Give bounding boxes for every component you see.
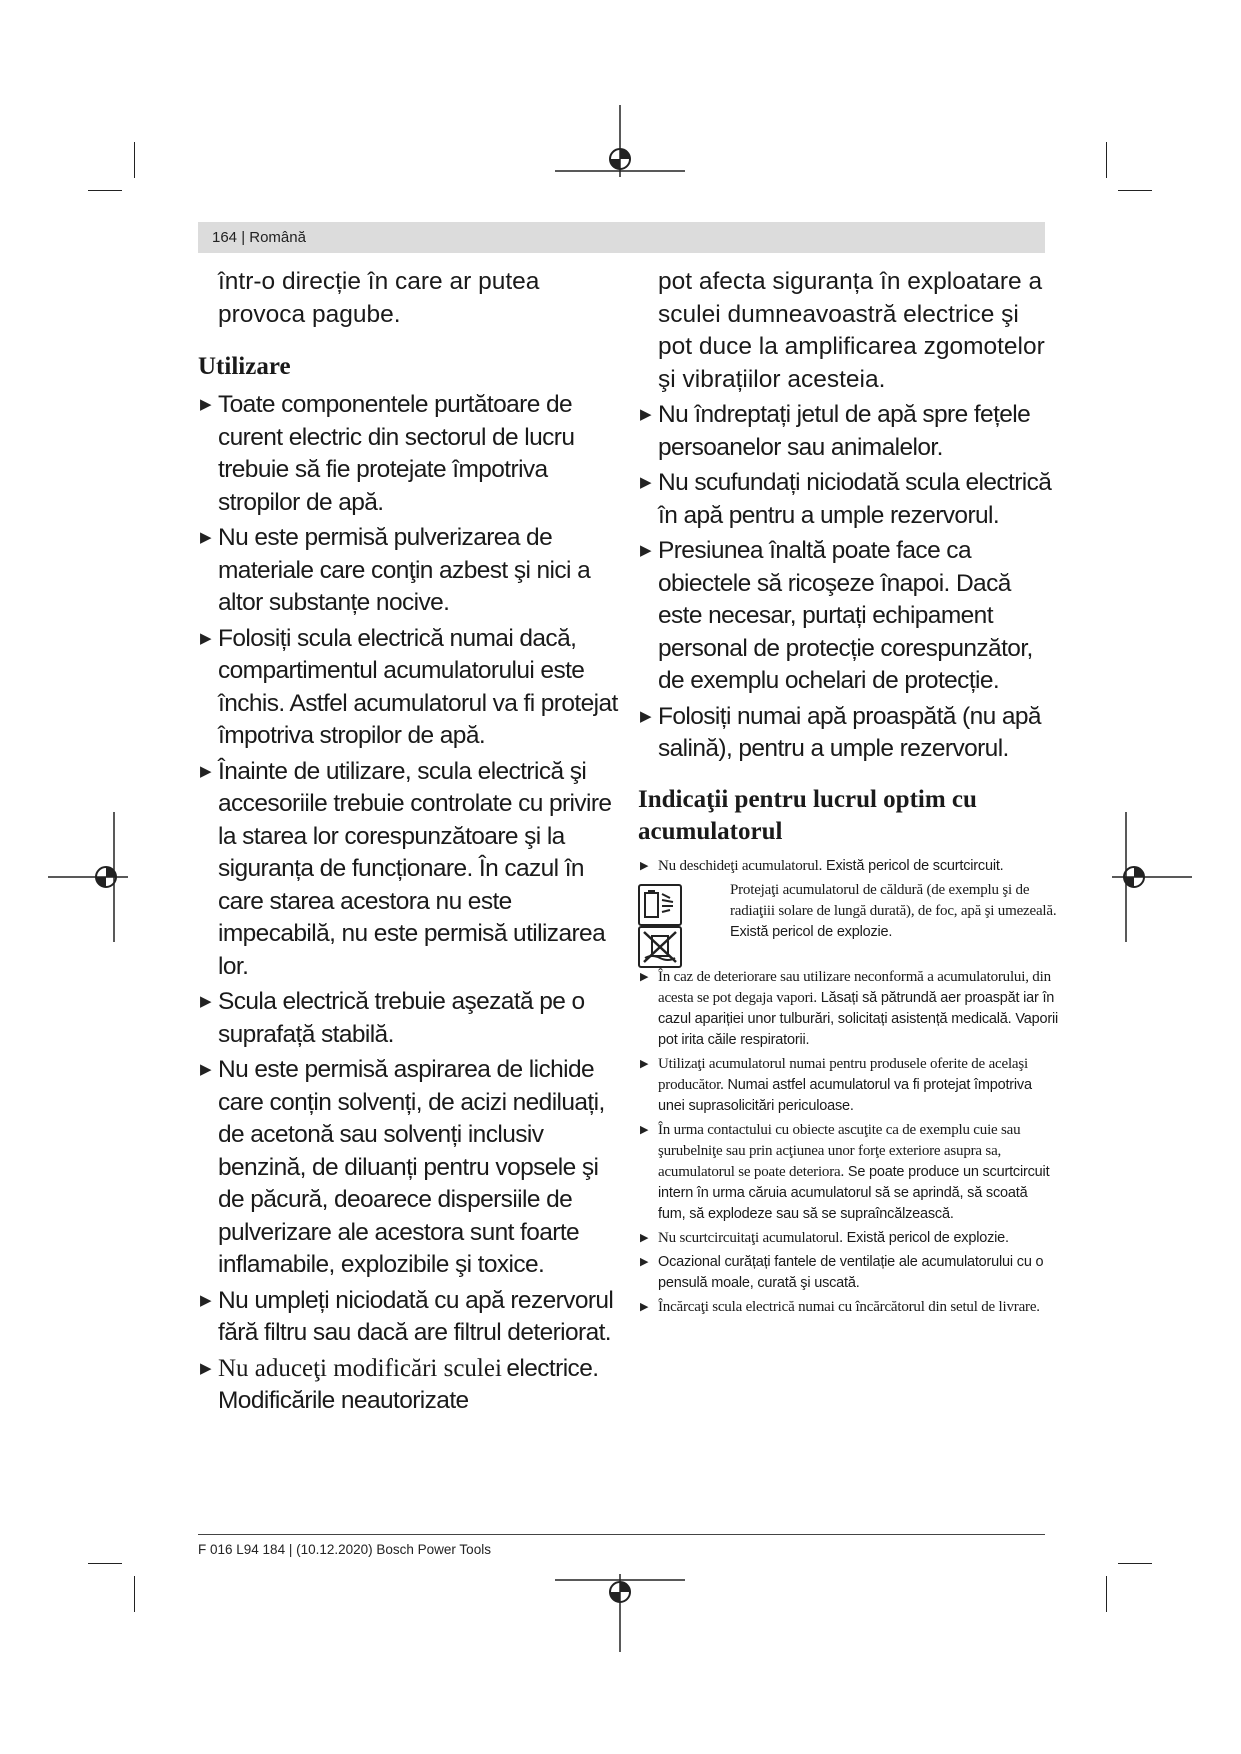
list-item: ▶ Nu scufundați niciodată scula electrică în apă pentru a umple rezervorul. xyxy=(640,469,1052,529)
bullet-icon: ▶ xyxy=(200,396,212,413)
bullet-icon: ▶ xyxy=(640,859,649,872)
bullet-icon: ▶ xyxy=(200,1061,212,1078)
list-item: ▶ Nu scurtcircuitaţi acumulatorul. Există pericol de explozie. xyxy=(638,1228,1058,1249)
list-item: ▶ Folosiți scula electrică numai dacă, compartimentul acumulatorului este închis. Astfel acumulatorul va fi protejat împotriva stropilor de apă. xyxy=(200,624,618,749)
continuation-text: pot afecta siguranța în exploatare a sculei dumneavoastră electrice şi pot duce la amplificarea zgomotelor şi vibrațiilor acesteia. xyxy=(658,268,1045,393)
bullet-icon: ▶ xyxy=(200,529,212,546)
list-item: ▶ Scula electrică trebuie aşezată pe o suprafață stabilă. xyxy=(200,988,585,1048)
list-item: ▶ În caz de deteriorare sau utilizare neconformă a acumulatorului, din acesta se pot degaja vapori. Lăsați să pătrundă aer proaspăt iar în cazul apariției unor tulburări, solicitați asistență medicală. Vaporii pot irita căile respiratorii. xyxy=(640,968,1058,1048)
list-item: ▶ Toate componentele purtătoare de curent electric din sectorul de lucru trebuie să fie protejate împotriva stropilor de apă. xyxy=(200,391,575,516)
registration-mark-top xyxy=(555,105,685,195)
bullet-icon: ▶ xyxy=(200,1291,212,1309)
right-column xyxy=(638,266,1058,1318)
registration-mark-right xyxy=(1112,812,1192,942)
bullet-icon: ▶ xyxy=(640,1231,649,1244)
bullet-icon: ▶ xyxy=(200,993,212,1010)
list-item: ▶ Utilizaţi acumulatorul numai pentru produsele oferite de acelaşi producător. Numai astfel acumulatorul va fi protejat împotriva unei suprasolicitări periculoase. xyxy=(640,1055,1032,1114)
list-item: ▶ Folosiți numai apă proaspătă (nu apă salină), pentru a umple rezervorul. xyxy=(640,702,1041,762)
bullet-icon: ▶ xyxy=(640,474,652,491)
list-item: ▶ Nu îndreptați jetul de apă spre fețele persoanelor sau animalelor. xyxy=(640,401,1031,461)
list-item: ▶ Nu este permisă aspirarea de lichide care conțin solvenți, de acizi nediluați, de acetonă sau solvenți inclusiv benzină, de diluanți pentru vopsele şi de păcură, deoarece dispersiile de pulverizare ale acestora sunt foarte inflamabile, explozibile şi toxice. xyxy=(200,1056,605,1278)
footer-text: F 016 L94 184 | (10.12.2020) Bosch Power Tools xyxy=(198,1542,491,1557)
list-item: ▶ Nu aduceţi modificări sculei electrice. Modificările neautorizate xyxy=(200,1354,599,1414)
left-column xyxy=(198,266,618,1418)
list-item: ▶ Încărcaţi scula electrică numai cu încărcătorul din setul de livrare. xyxy=(638,1297,1058,1318)
intro-text: într-o direcție în care ar putea provoca pagube. xyxy=(218,268,540,328)
page-header-label: 164 | Română xyxy=(212,229,306,246)
bullet-icon: ▶ xyxy=(640,970,649,983)
bullet-icon: ▶ xyxy=(640,542,652,559)
bullet-icon: ▶ xyxy=(200,1359,212,1377)
list-item: ▶ În urma contactului cu obiecte ascuţite ca de exemplu cuie sau şurubelniţe sau prin acţiunea unor forţe exteriore asupra sa, acumulatorul se poate deteriora. Se poate produce un scurtcircuit intern în urma căruia acumulatorul să se aprindă, să scoată fum, să explodeze sau să se supraîncălzească. xyxy=(640,1121,1050,1222)
header-bar xyxy=(198,222,1045,253)
list-item: ▶ Nu deschideţi acumulatorul. Există pericol de scurtcircuit. xyxy=(638,856,1058,877)
no-water-icon xyxy=(638,926,682,968)
registration-mark-bottom xyxy=(555,1566,685,1656)
bullet-icon: ▶ xyxy=(640,1255,649,1268)
battery-section-title: Indicaţii pentru lucrul optim cu acumulatorul xyxy=(638,785,977,845)
bullet-icon: ▶ xyxy=(640,406,652,423)
list-item-with-icons: Protejaţi acumulatorul de căldură (de exemplu şi de radiaţiii solare de lungă durată), de foc, apă şi umezeală. Există pericol de explozie. xyxy=(638,880,1058,964)
bullet-icon: ▶ xyxy=(200,629,212,647)
bullet-icon: ▶ xyxy=(640,1300,649,1313)
registration-mark-left xyxy=(48,812,128,942)
list-item: ▶ Ocazional curățați fantele de ventilație ale acumulatorului cu o pensulă moale, curată şi uscată. xyxy=(640,1253,1044,1291)
list-item: ▶ Înainte de utilizare, scula electrică şi accesoriile trebuie controlate cu privire la starea lor corespunzătoare şi la siguranța de funcționare. În cazul în care starea acestora nu este impecabilă, nu este permisă utilizarea lor. xyxy=(200,757,612,980)
bullet-icon: ▶ xyxy=(640,707,652,725)
list-item: ▶ Presiunea înaltă poate face ca obiectele să ricoşeze înapoi. Dacă este necesar, purtați echipament personal de protecție corespunzător, de exemplu ochelari de protecție. xyxy=(640,537,1033,694)
footer-divider xyxy=(198,1534,1045,1535)
bullet-icon: ▶ xyxy=(640,1057,649,1070)
bullet-icon: ▶ xyxy=(640,1123,649,1136)
heat-warning-icon xyxy=(638,884,682,926)
section-title-utilizare: Utilizare xyxy=(198,353,291,380)
list-item: ▶ Nu este permisă pulverizarea de materiale care conţin azbest şi nici a altor substanțe nocive. xyxy=(200,524,591,616)
list-item: ▶ Nu umpleți niciodată cu apă rezervorul fără filtru sau dacă are filtrul deteriorat. xyxy=(200,1286,614,1346)
bullet-icon: ▶ xyxy=(200,762,212,780)
